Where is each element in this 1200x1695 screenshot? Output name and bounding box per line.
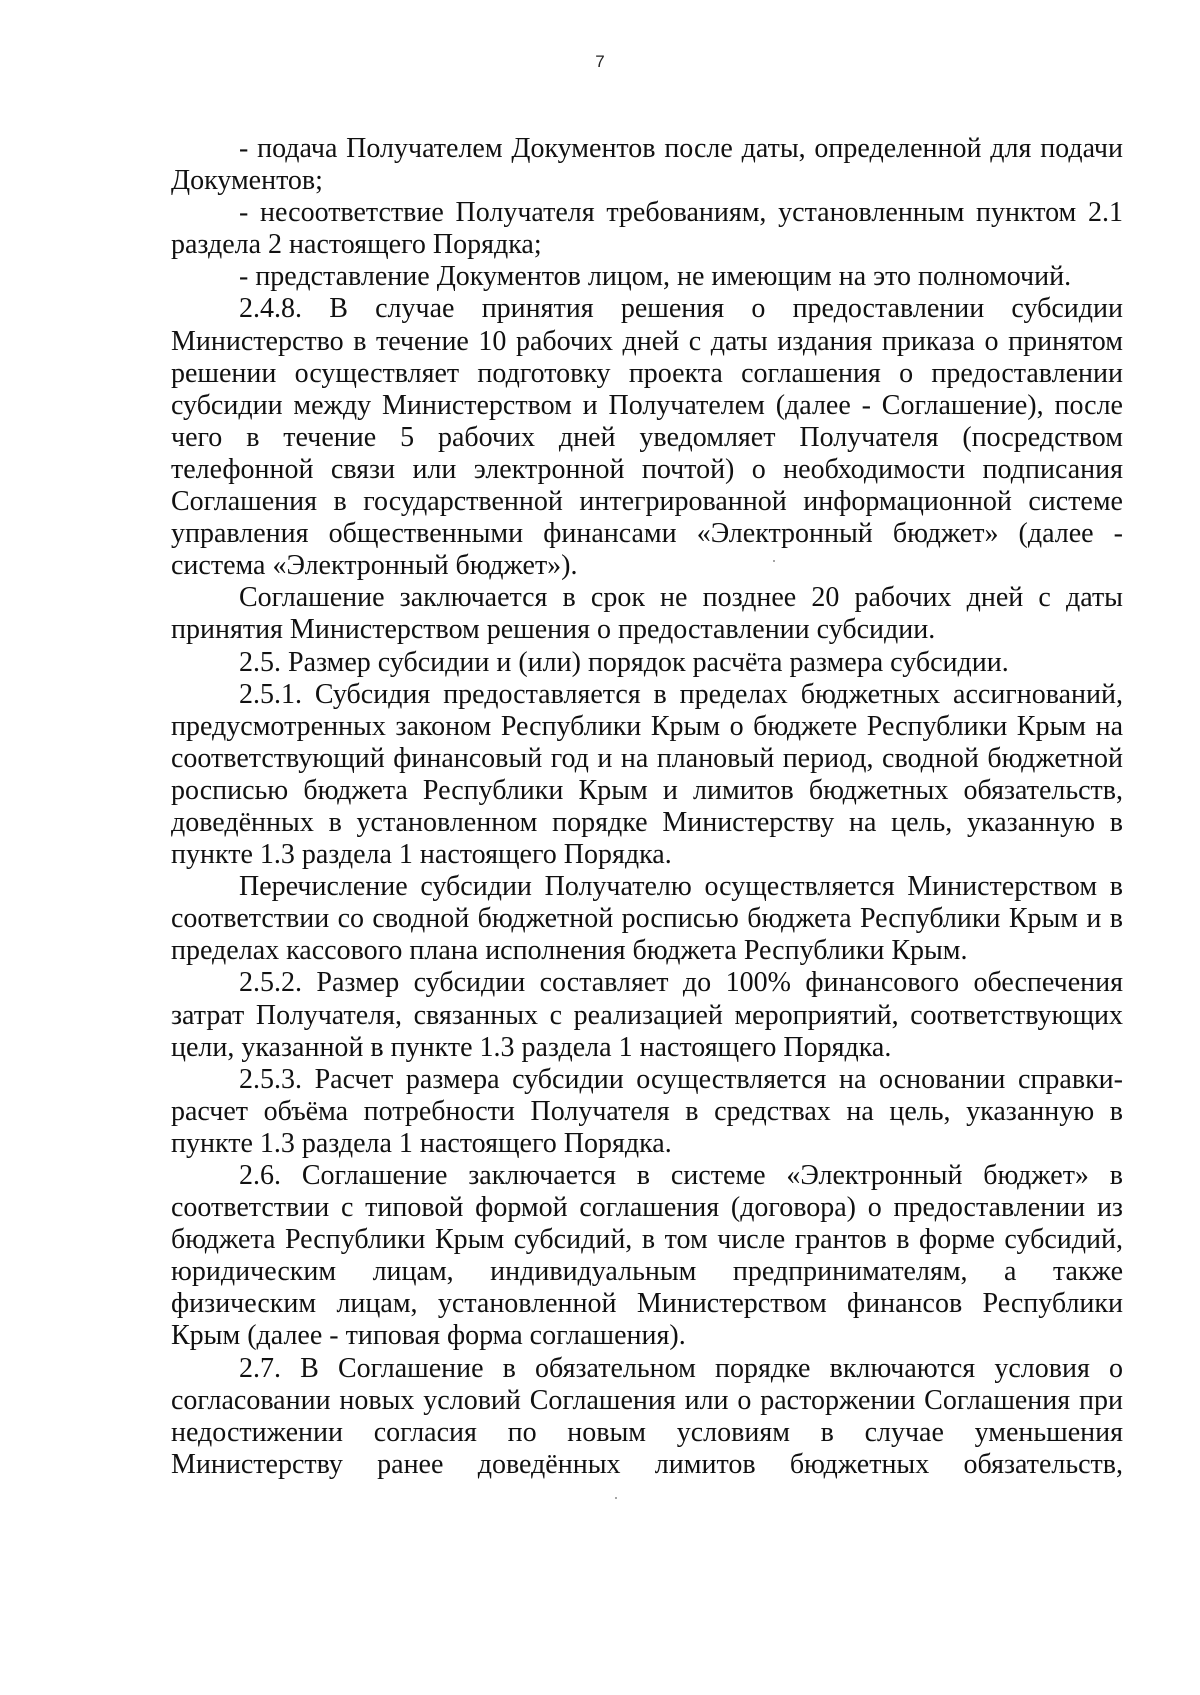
paragraph-2-6: 2.6. Соглашение заключается в системе «Электронный бюджет» в соответствии с типовой формой соглашения (договора) о предоставлении из бюджета Республики Крым субсидий, в том числе грантов в форме субсидий, юридическим лицам, индивидуальным предпринимателям, а также физическим лицам, установленной Министерством финансов Республики Крым (далее - типовая форма соглашения). bbox=[171, 1160, 1123, 1352]
scan-speck bbox=[773, 560, 775, 562]
paragraph-refusal-reason-noncompliance: - несоответствие Получателя требованиям, установленным пунктом 2.1 раздела 2 настоящего Порядка; bbox=[171, 197, 1123, 261]
paragraph-refusal-reason-late-submission: - подача Получателем Документов после даты, определенной для подачи Документов; bbox=[171, 133, 1123, 197]
paragraph-2-4-8: 2.4.8. В случае принятия решения о предоставлении субсидии Министерство в течение 10 рабочих дней с даты издания приказа о принятом решении осуществляет подготовку проекта соглашения о предоставлении субсидии между Министерством и Получателем (далее - Соглашение), после чего в течение 5 рабочих дней уведомляет Получателя (посредством телефонной связи или электронной почтой) о необходимости подписания Соглашения в государственной интегрированной информационной системе управления общественными финансами «Электронный бюджет» (далее - система «Электронный бюджет»). bbox=[171, 293, 1123, 582]
paragraph-refusal-reason-no-authority: - представление Документов лицом, не имеющим на это полномочий. bbox=[239, 261, 1072, 293]
page-number: 7 bbox=[595, 52, 605, 71]
paragraph-subsidy-transfer: Перечисление субсидии Получателю осуществляется Министерством в соответствии со сводной бюджетной росписью бюджета Республики Крым и в пределах кассового плана исполнения бюджета Республики Крым. bbox=[171, 871, 1123, 967]
paragraph-agreement-deadline: Соглашение заключается в срок не позднее 20 рабочих дней с даты принятия Министерством решения о предоставлении субсидии. bbox=[171, 582, 1123, 646]
paragraph-2-7: 2.7. В Соглашение в обязательном порядке включаются условия о согласовании новых условий Соглашения или о расторжении Соглашения при недостижении согласия по новым условиям в случае уменьшения Министерству ранее доведённых лимитов бюджетных обязательств, bbox=[171, 1352, 1123, 1480]
document-body bbox=[171, 133, 1123, 1481]
paragraph-2-5-2: 2.5.2. Размер субсидии составляет до 100% финансового обеспечения затрат Получателя, связанных с реализацией мероприятий, соответствующих цели, указанной в пункте 1.3 раздела 1 настоящего Порядка. bbox=[171, 967, 1123, 1063]
paragraph-2-5-1: 2.5.1. Субсидия предоставляется в пределах бюджетных ассигнований, предусмотренных законом Республики Крым о бюджете Республики Крым на соответствующий финансовый год и на плановый период, сводной бюджетной росписью бюджета Республики Крым и лимитов бюджетных обязательств, доведённых в установленном порядке Министерству на цель, указанную в пункте 1.3 раздела 1 настоящего Порядка. bbox=[171, 678, 1123, 871]
paragraph-2-5-3: 2.5.3. Расчет размера субсидии осуществляется на основании справки-расчет объёма потребности Получателя в средствах на цель, указанную в пункте 1.3 раздела 1 настоящего Порядка. bbox=[171, 1063, 1123, 1159]
paragraph-2-5: 2.5. Размер субсидии и (или) порядок расчёта размера субсидии. bbox=[239, 646, 1009, 678]
scan-speck bbox=[615, 1497, 617, 1499]
